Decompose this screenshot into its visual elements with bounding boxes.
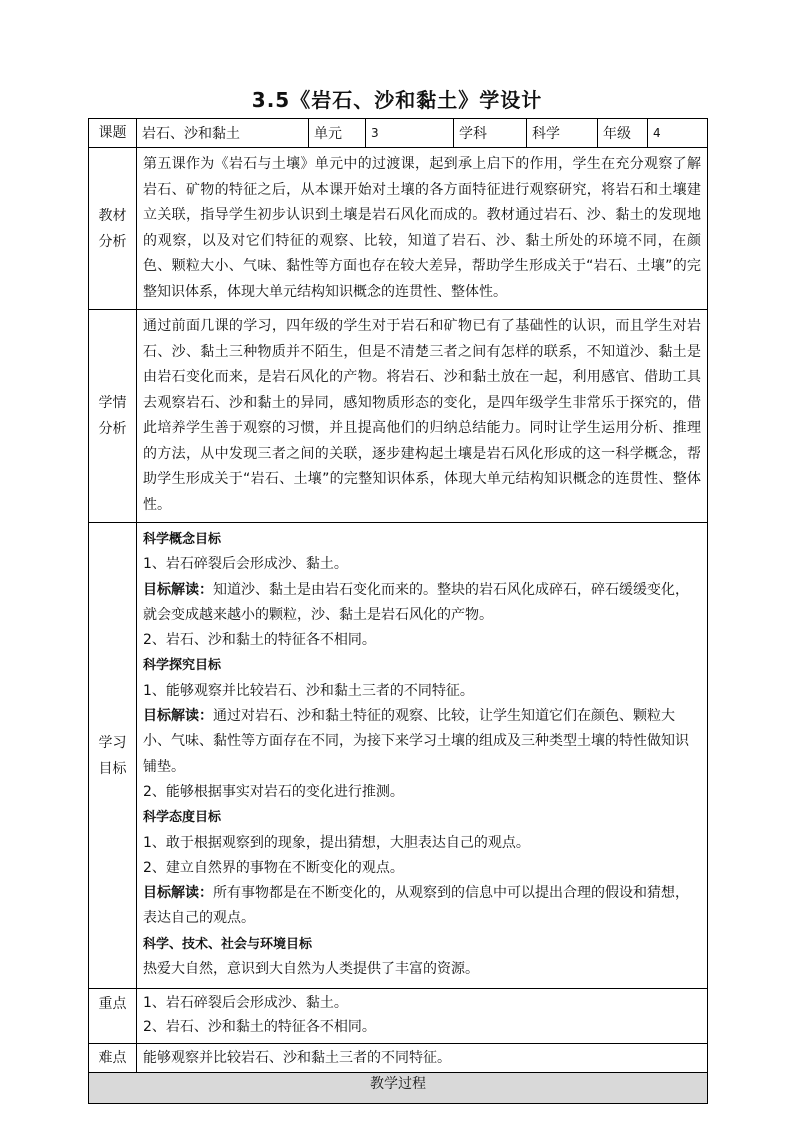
lesson-plan-table — [88, 118, 708, 1104]
learning-objectives-content — [137, 523, 708, 989]
learner-analysis-row — [89, 310, 708, 523]
textbook-analysis-label: 教材 分析 — [89, 148, 137, 310]
key-point-2: 2、岩石、沙和黏土的特征各不相同。 — [143, 1019, 376, 1036]
teaching-process-row — [89, 1073, 708, 1104]
attitude-item-1: 1、敢于根据观察到的现象，提出猜想，大胆表达自己的观点。 — [143, 834, 530, 851]
subject-value: 科学 — [527, 119, 598, 148]
attitude-note: 目标解读：所有事物都是在不断变化的，从观察到的信息中可以提出合理的假设和猜想，表达自己的观点。 — [143, 885, 689, 927]
difficulty-text: 能够观察并比较岩石、沙和黏土三者的不同特征。 — [137, 1044, 708, 1073]
textbook-analysis-text: 第五课作为《岩石与土壤》单元中的过渡课，起到承上启下的作用，学生在充分观察了解岩石、矿物的特征之后，从本课开始对土壤的各方面特征进行观察研究，将岩石和土壤建立关联，指导学生初步认识到土壤是岩石风化而成的。教材通过岩石、沙、黏土的发现地的观察，以及对它们特征的观察、比较，知道了岩石、沙、黏土所处的环境不同，在颜色、颗粒大小、气味、黏性等方面也存在较大差异，帮助学生形成关于“岩石、土壤”的完整知识体系，体现大单元结构知识概念的连贯性、整体性。 — [137, 148, 708, 310]
concept-item-1: 1、岩石碎裂后会形成沙、黏土。 — [143, 556, 348, 573]
inquiry-item-1: 1、能够观察并比较岩石、沙和黏土三者的不同特征。 — [143, 682, 474, 699]
inquiry-item-2: 2、能够根据事实对岩石的变化进行推测。 — [143, 783, 404, 800]
grade-value: 4 — [648, 119, 708, 148]
difficulty-label: 难点 — [89, 1044, 137, 1073]
topic-label: 课题 — [89, 119, 137, 148]
learning-objectives-label: 学习 目标 — [89, 523, 137, 989]
concept-item-2: 2、岩石、沙和黏土的特征各不相同。 — [143, 632, 376, 649]
teaching-process-heading: 教学过程 — [89, 1073, 708, 1104]
attitude-item-2: 2、建立自然界的事物在不断变化的观点。 — [143, 859, 404, 876]
learner-analysis-label: 学情 分析 — [89, 310, 137, 523]
key-points-row — [89, 989, 708, 1044]
grade-label: 年级 — [598, 119, 648, 148]
learner-analysis-text: 通过前面几课的学习，四年级的学生对于岩石和矿物已有了基础性的认识，而且学生对岩石、沙、黏土三种物质并不陌生，但是不清楚三者之间有怎样的联系，不知道沙、黏土是由岩石变化而来，是岩石风化的产物。将岩石、沙和黏土放在一起，利用感官、借助工具去观察岩石、沙和黏土的异同，感知物质形态的变化，是四年级学生非常乐于探究的，借此培养学生善于观察的习惯，并且提高他们的归纳总结能力。同时让学生运用分析、推理的方法，从中发现三者之间的关联，逐步建构起土壤是岩石风化形成的这一科学概念，帮助学生形成关于“岩石、土壤”的完整知识体系，体现大单元结构知识概念的连贯性、整体性。 — [137, 310, 708, 523]
key-points-label: 重点 — [89, 989, 137, 1044]
stse-item-1: 热爱大自然，意识到大自然为人类提供了丰富的资源。 — [143, 961, 479, 978]
header-row — [89, 119, 708, 148]
page-title: 3.5《岩石、沙和黏土》学设计 — [251, 88, 543, 112]
inquiry-note: 目标解读：通过对岩石、沙和黏土特征的观察、比较，让学生知道它们在颜色、颗粒大小、气味、黏性等方面存在不同，为接下来学习土壤的组成及三种类型土壤的特性做知识铺垫。 — [143, 708, 689, 775]
textbook-analysis-row — [89, 148, 708, 310]
attitude-heading: 科学态度目标 — [143, 810, 222, 826]
key-points-content — [137, 989, 708, 1044]
concept-heading: 科学概念目标 — [143, 532, 222, 547]
subject-label: 学科 — [454, 119, 527, 148]
topic-value: 岩石、沙和黏土 — [137, 119, 309, 148]
unit-label: 单元 — [309, 119, 366, 148]
concept-note: 目标解读：知道沙、黏土是由岩石变化而来的。整块的岩石风化成碎石，碎石缓缓变化，就会变成越来越小的颗粒，沙、黏土是岩石风化的产物。 — [143, 581, 689, 623]
difficulty-row — [89, 1044, 708, 1073]
inquiry-heading: 科学探究目标 — [143, 658, 222, 674]
learning-objectives-row — [89, 523, 708, 989]
stse-heading: 科学、技术、社会与环境目标 — [143, 936, 313, 952]
key-point-1: 1、岩石碎裂后会形成沙、黏土。 — [143, 995, 348, 1012]
unit-value: 3 — [366, 119, 454, 148]
